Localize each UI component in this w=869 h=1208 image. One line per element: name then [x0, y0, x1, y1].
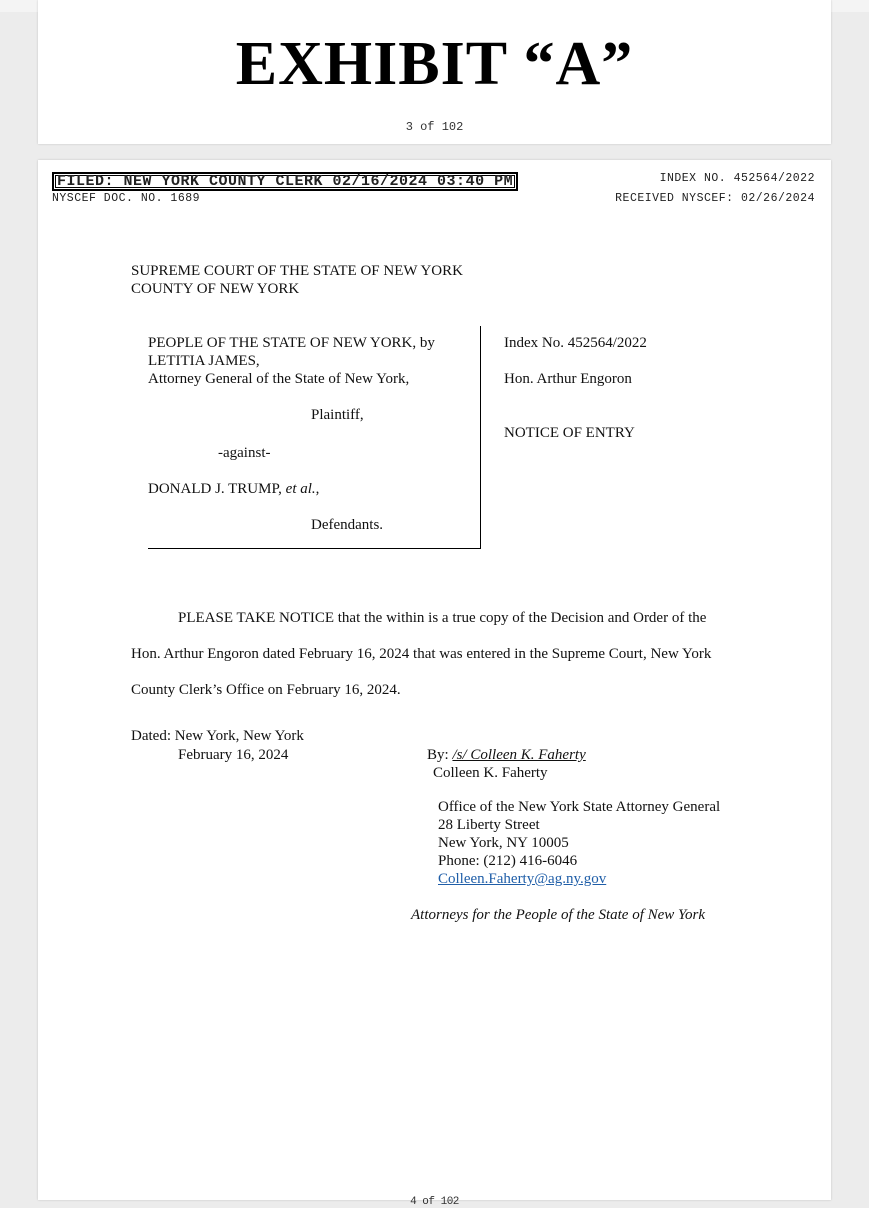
caption-parties [148, 334, 481, 549]
defendant-comma: , [315, 481, 320, 497]
plaintiff-line-2: LETITIA JAMES, [148, 353, 260, 369]
dated-place: Dated: New York, New York [131, 728, 304, 744]
defendant-role: Defendants. [311, 517, 384, 533]
exhibit-title: EXHIBIT “A” [235, 30, 634, 98]
court-line-2: COUNTY OF NEW YORK [131, 281, 300, 297]
caption-divider [480, 326, 481, 549]
court-line-1: SUPREME COURT OF THE STATE OF NEW YORK [131, 263, 463, 279]
nyscef-doc-number: NYSCEF DOC. NO. 1689 [52, 192, 201, 205]
notice-paragraph-line-2: Hon. Arthur Engoron dated February 16, 2024 that was entered in the Supreme Court, New York [131, 646, 712, 662]
signer-name: Colleen K. Faherty [433, 765, 548, 781]
page-counter: 3 of 102 [405, 120, 464, 134]
office-phone: Phone: (212) 416-6046 [438, 853, 578, 869]
against-label: -against- [218, 445, 271, 461]
received-nyscef-date: RECEIVED NYSCEF: 02/26/2024 [615, 192, 815, 205]
email-link[interactable]: Colleen.Faherty@ag.ny.gov [438, 871, 607, 887]
signature-line [427, 746, 586, 764]
defendant-name-text: DONALD J. TRUMP, [148, 481, 286, 497]
document-title: NOTICE OF ENTRY [504, 425, 635, 441]
defendant-name [148, 480, 319, 498]
plaintiff-line-3: Attorney General of the State of New York, [148, 371, 410, 387]
notice-of-entry-page [38, 160, 831, 1208]
defendant-et-al: et al. [285, 481, 316, 497]
plaintiff-line-1: PEOPLE OF THE STATE OF NEW YORK, by [148, 335, 435, 351]
office-city: New York, NY 10005 [438, 835, 569, 851]
office-name: Office of the New York State Attorney General [438, 799, 721, 815]
plaintiff-role: Plaintiff, [311, 407, 364, 423]
office-street: 28 Liberty Street [438, 817, 540, 833]
judge-name: Hon. Arthur Engoron [504, 371, 632, 387]
court-name [131, 262, 463, 298]
exhibit-cover-page [38, 0, 831, 144]
case-index-number: Index No. 452564/2022 [504, 335, 647, 351]
header-index-number: INDEX NO. 452564/2022 [659, 172, 815, 185]
electronic-signature: /s/ Colleen K. Faherty [452, 747, 586, 763]
notice-paragraph-line-1: PLEASE TAKE NOTICE that the within is a true copy of the Decision and Order of the [178, 610, 707, 626]
dated-date: February 16, 2024 [178, 747, 289, 763]
notice-paragraph-line-3: County Clerk’s Office on February 16, 2024. [131, 682, 401, 698]
footer-page-number: 4 of 102 [410, 1196, 459, 1208]
attorneys-for: Attorneys for the People of the State of New York [411, 907, 705, 923]
by-label: By: [427, 747, 453, 763]
filed-stamp: FILED: NEW YORK COUNTY CLERK 02/16/2024 03:40 PM [52, 172, 518, 191]
